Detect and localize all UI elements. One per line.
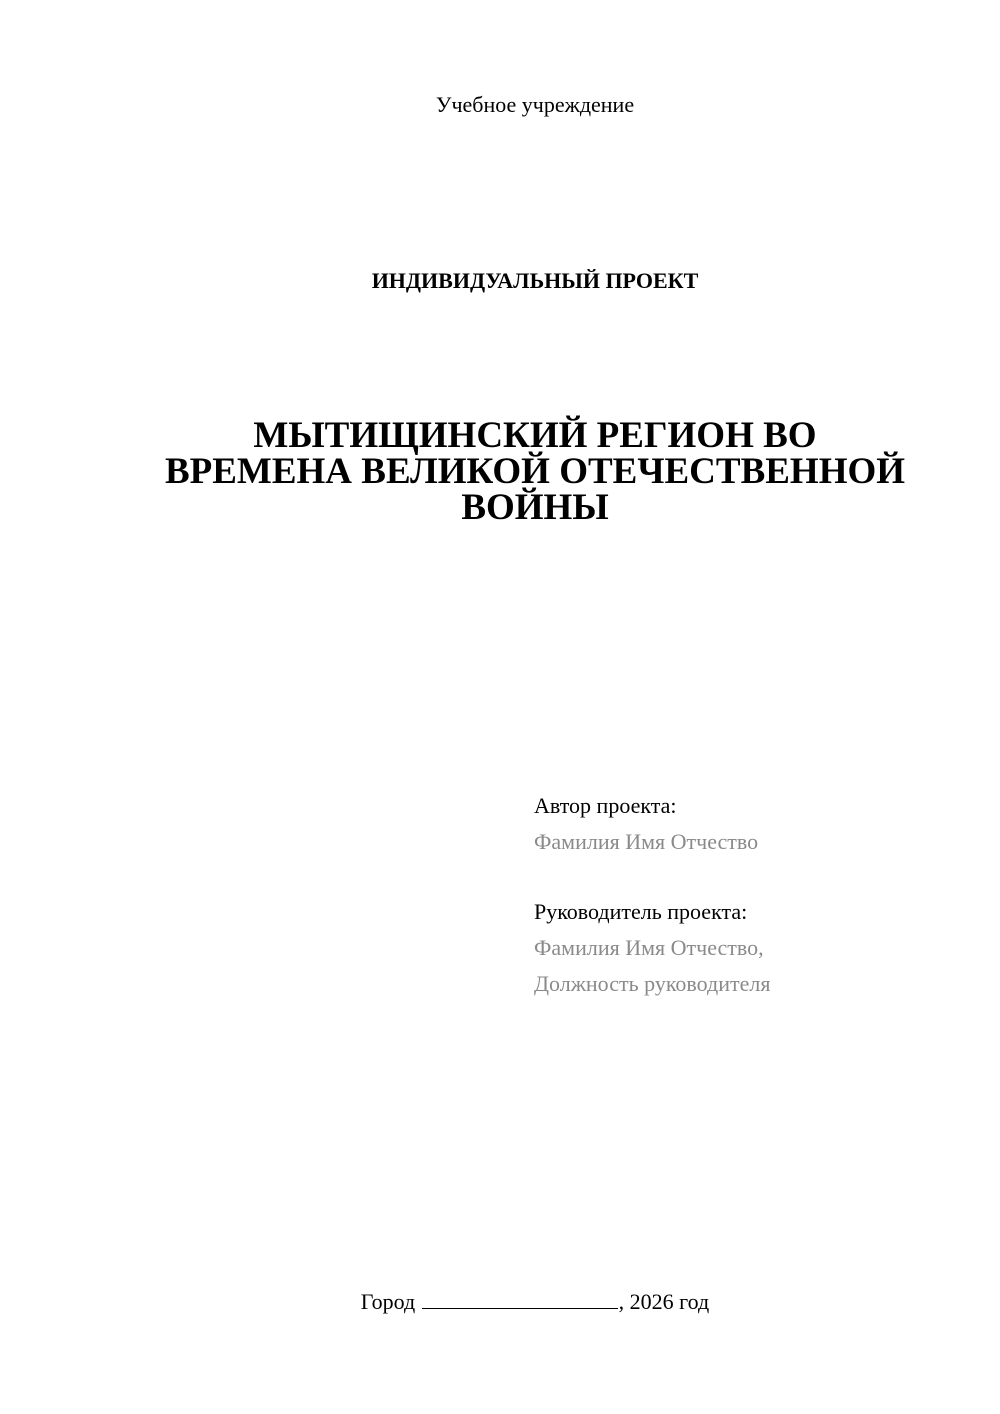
footer-city-year bbox=[0, 1289, 1000, 1315]
document-type-heading: ИНДИВИДУАЛЬНЫЙ ПРОЕКТ bbox=[371, 268, 699, 293]
supervisor-position: Должность руководителя bbox=[534, 971, 771, 996]
project-title-line: МЫТИЩИНСКИЙ РЕГИОН ВО bbox=[253, 415, 817, 456]
supervisor-label: Руководитель проекта: bbox=[534, 899, 748, 924]
author-name: Фамилия Имя Отчество bbox=[534, 829, 759, 854]
signature-block bbox=[534, 788, 770, 1002]
project-title bbox=[0, 415, 1000, 528]
project-title-line: ВРЕМЕНА ВЕЛИКОЙ ОТЕЧЕСТВЕННОЙ bbox=[164, 451, 906, 492]
project-title-line: ВОЙНЫ bbox=[461, 487, 609, 528]
supervisor-name: Фамилия Имя Отчество, bbox=[534, 935, 764, 960]
institution-name: Учебное учреждение bbox=[435, 92, 635, 117]
author-label: Автор проекта: bbox=[534, 793, 677, 818]
block-spacer bbox=[534, 860, 770, 894]
year-text: , 2026 год bbox=[618, 1289, 710, 1314]
city-blank-line bbox=[422, 1290, 618, 1309]
city-label: Город bbox=[360, 1289, 416, 1314]
